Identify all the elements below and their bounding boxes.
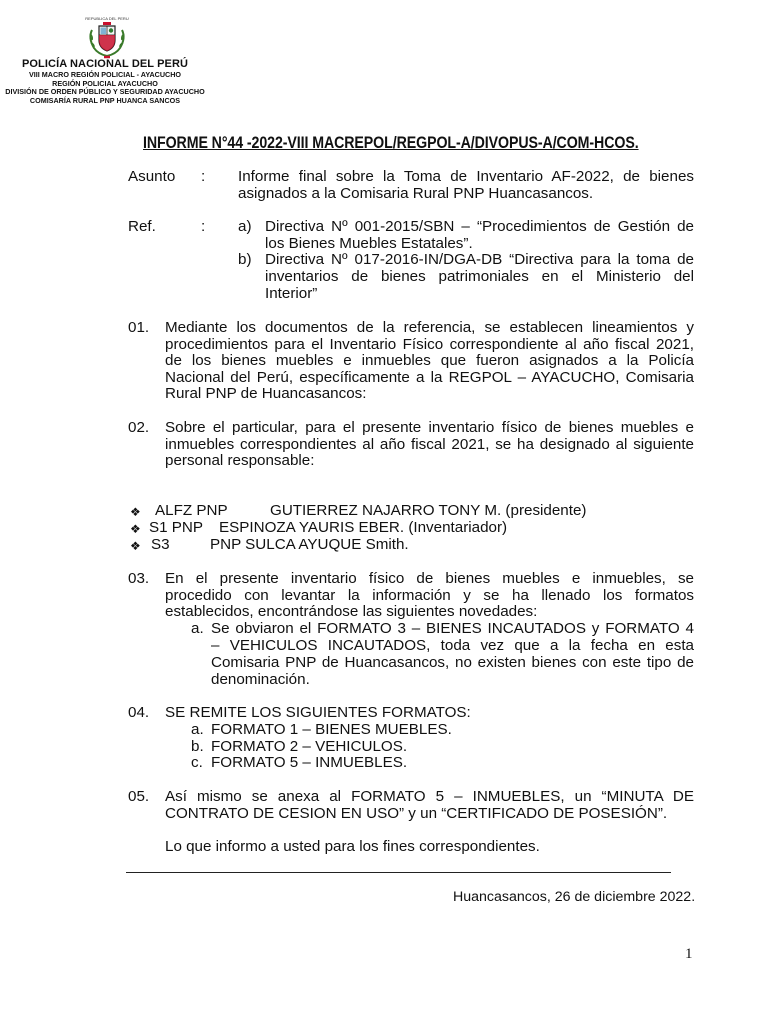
paragraph-01-line-3: de los bienes muebles e inmuebles que fueron asignados a la Policía: [165, 352, 694, 369]
ref-item-b-line-3: Interior”: [265, 285, 318, 302]
asunto-label: Asunto: [128, 168, 176, 185]
paragraph-03-number: 03.: [128, 570, 150, 587]
institution-name: POLICÍA NACIONAL DEL PERÚ: [21, 58, 189, 70]
paragraph-01-line-4: Nacional del Perú, específicamente a la REGPOL – AYACUCHO, Comisaria: [165, 369, 694, 386]
format-item-b-marker: b.: [191, 738, 204, 755]
paragraph-01-line-1: Mediante los documentos de la referencia, se establecen lineamientos y: [165, 319, 694, 336]
ref-item-b-line-1: Directiva Nº 017-2016-IN/DGA-DB “Directiva para la toma de: [265, 251, 694, 268]
paragraph-03-line-2: procedido con levantar la información y se ha llenado los formatos: [165, 587, 694, 604]
paragraph-01-number: 01.: [128, 319, 150, 336]
personnel-1-rank: ALFZ PNP: [155, 502, 228, 519]
paragraph-03-sub-line-2: – VEHICULOS INCAUTADOS, toda vez que a la fecha en esta: [211, 637, 694, 654]
paragraph-03-line-1: En el presente inventario físico de bienes muebles e inmuebles, se: [165, 570, 694, 587]
personnel-3-name: PNP SULCA AYUQUE Smith.: [210, 536, 409, 553]
paragraph-05-number: 05.: [128, 788, 150, 805]
bullet-diamond-icon: ❖: [130, 522, 141, 536]
paragraph-03-sub-line-4: denominación.: [211, 671, 310, 688]
coat-of-arms-icon: [84, 14, 130, 60]
header-line-3: DIVISIÓN DE ORDEN PÚBLICO Y SEGURIDAD AYACUCHO: [5, 87, 205, 96]
format-item-a-marker: a.: [191, 721, 204, 738]
header-line-2: REGIÓN POLICIAL AYACUCHO: [52, 78, 158, 88]
horizontal-rule: [126, 872, 671, 873]
paragraph-04-number: 04.: [128, 704, 150, 721]
format-item-c-text: FORMATO 5 – INMUEBLES.: [211, 754, 408, 771]
paragraph-02-line-3: personal responsable:: [165, 452, 315, 469]
closing-text: Lo que informo a usted para los fines correspondientes.: [165, 838, 540, 855]
ref-item-b-marker: b): [238, 251, 252, 268]
report-title: INFORME N°44 -2022-VIII MACREPOL/REGPOL-A/DIVOPUS-A/COM-HCOS.: [143, 134, 639, 152]
ref-item-a-line-2: los Bienes Muebles Estatales”.: [265, 235, 473, 252]
ref-item-a-line-1: Directiva Nº 001-2015/SBN – “Procedimientos de Gestión de: [265, 218, 694, 235]
personnel-2-name: ESPINOZA YAURIS EBER. (Inventariador): [219, 519, 508, 536]
format-item-c-marker: c.: [191, 754, 203, 771]
header-line-1: VIII MACRO REGIÓN POLICIAL - AYACUCHO: [28, 70, 181, 79]
asunto-text-line-1: Informe final sobre la Toma de Inventario AF-2022, de bienes: [238, 168, 694, 185]
ref-label: Ref.: [128, 218, 156, 235]
place-date: Huancasancos, 26 de diciembre 2022.: [453, 889, 696, 905]
paragraph-02-line-2: inmuebles correspondientes al año fiscal 2021, se ha designado al siguiente: [165, 436, 694, 453]
paragraph-01-line-2: procedimientos para el Inventario Físico correspondiente al año fiscal 2021,: [165, 336, 694, 353]
header-line-4: COMISARÍA RURAL PNP HUANCA SANCOS: [29, 95, 181, 105]
format-item-b-text: FORMATO 2 – VEHICULOS.: [211, 738, 408, 755]
paragraph-03-sub-line-1: Se obviaron el FORMATO 3 – BIENES INCAUTADOS y FORMATO 4: [211, 620, 694, 637]
bullet-diamond-icon: ❖: [130, 505, 141, 519]
svg-text:REPUBLICA DEL PERU: REPUBLICA DEL PERU: [85, 16, 129, 21]
personnel-3-rank: S3: [151, 536, 170, 553]
ref-colon: :: [201, 218, 206, 235]
bullet-diamond-icon: ❖: [130, 539, 141, 553]
asunto-text-line-2: asignados a la Comisaria Rural PNP Huancasancos.: [238, 185, 594, 202]
personnel-1-name: GUTIERREZ NAJARRO TONY M. (presidente): [270, 502, 587, 519]
page-number: 1: [685, 946, 693, 962]
paragraph-02-number: 02.: [128, 419, 150, 436]
ref-item-a-marker: a): [238, 218, 252, 235]
paragraph-02-line-1: Sobre el particular, para el presente inventario físico de bienes muebles e: [165, 419, 694, 436]
paragraph-03-sub-marker: a.: [191, 620, 204, 637]
paragraph-03-line-3: establecidos, encontrándose las siguientes novedades:: [165, 603, 538, 620]
paragraph-03-sub-line-3: Comisaria PNP de Huancasancos, no existen bienes con este tipo de: [211, 654, 694, 671]
paragraph-01-line-5: Rural PNP de Huancasancos:: [165, 385, 367, 402]
paragraph-04-heading: SE REMITE LOS SIGUIENTES FORMATOS:: [165, 704, 471, 721]
personnel-2-rank: S1 PNP: [149, 519, 204, 536]
ref-item-b-line-2: inventarios de bienes patrimoniales en el Ministerio del: [265, 268, 694, 285]
paragraph-05-line-1: Así mismo se anexa al FORMATO 5 – INMUEBLES, un “MINUTA DE: [165, 788, 694, 805]
paragraph-05-line-2: CONTRATO DE CESION EN USO” y un “CERTIFICADO DE POSESIÓN”.: [165, 805, 668, 822]
asunto-colon: :: [201, 168, 206, 185]
format-item-a-text: FORMATO 1 – BIENES MUEBLES.: [211, 721, 452, 738]
